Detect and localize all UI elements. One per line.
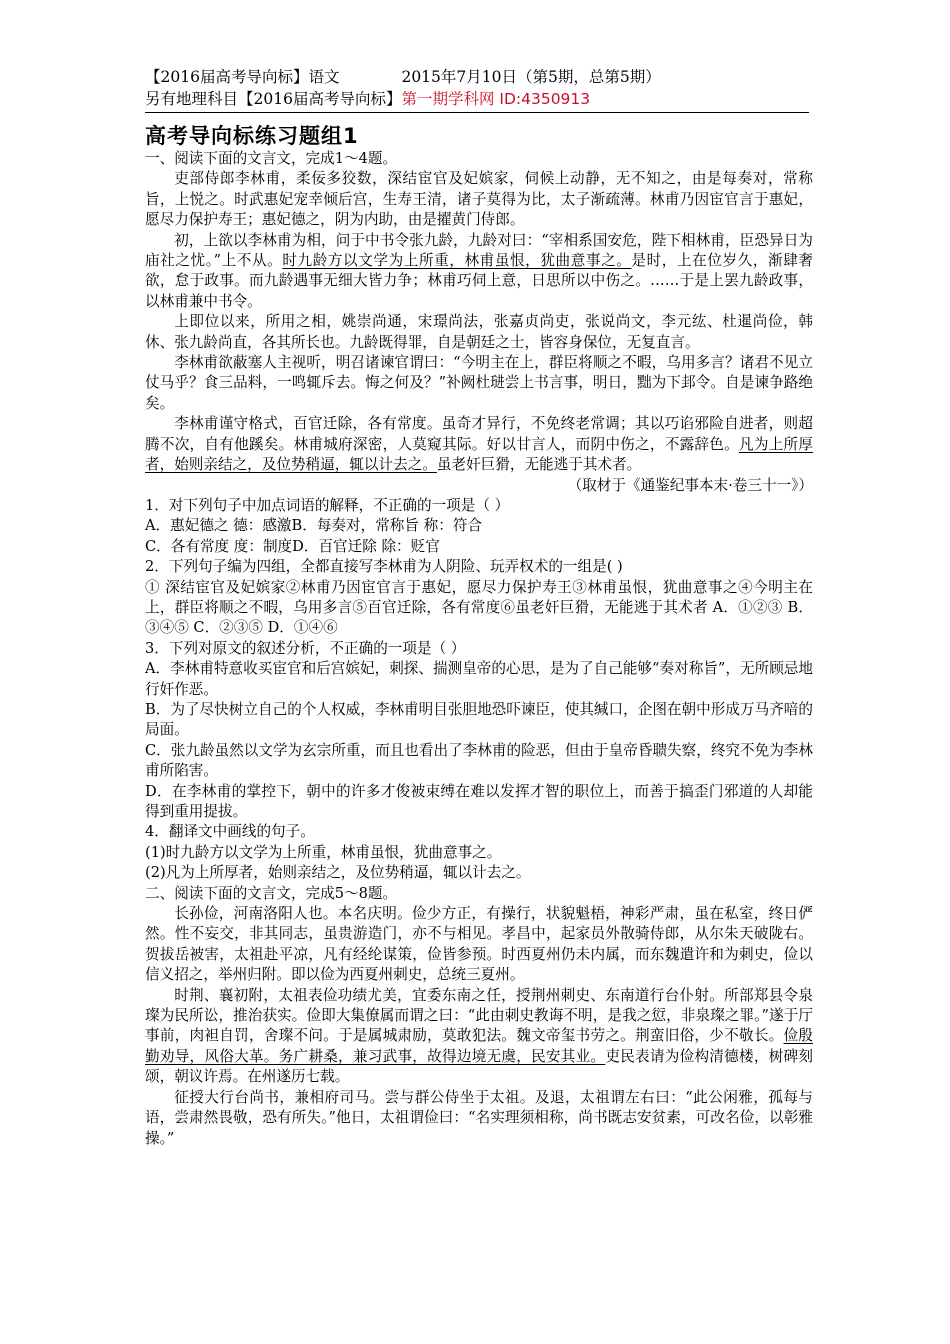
underlined-sentence-3: 俭殷勤劝导，风俗大革。务广耕桑，兼习武事，故得边境无虞，民安其业。 [145, 1027, 813, 1065]
passage1-paragraph-1: 吏部侍郎李林甫，柔佞多狡数，深结宦官及妃嫔家，伺候上动静，无不知之，由是每奏对，常称旨，上悦之。时武惠妃宠幸倾后宫，生寿王清，诸子莫得为比，太子渐疏薄。林甫乃因宦官言于惠妃，愿尽力保护寿王；惠妃德之，阴为内助，由是擢黄门侍郎。 [145, 170, 813, 229]
newsletter-name: 【2016届高考导向标】语文 [145, 68, 340, 86]
underlined-sentence-1: 时九龄方以文学为上所重，林甫虽恨，犹曲意事之。 [282, 252, 632, 270]
source-id: 第一期学科网 ID:4350913 [401, 90, 591, 108]
question-4-item-2: (2)凡为上所厚者，始则亲结之，及位势稍逼，辄以计去之。 [145, 864, 531, 882]
document-page [145, 66, 813, 1149]
question-2-stem: 2．下列句子编为四组，全都直接写李林甫为人阴险、玩弄权术的一组是( ) [145, 558, 623, 576]
section2-heading: 二、阅读下面的文言文，完成5～8题。 [145, 884, 398, 902]
passage1-paragraph-4: 李林甫欲蔽塞人主视听，明召诸谏官谓曰：“今明主在上，群臣将顺之不暇，乌用多言？诸君不见立仗马乎？食三品料，一鸣辄斥去。悔之何及？”补阙杜琎尝上书言事，明日，黜为下邽令。自是谏争路绝矣。 [145, 354, 813, 412]
issue-date: 2015年7月10日（第5期，总第5期） [401, 68, 661, 86]
passage2-paragraph-3: 征授大行台尚书，兼相府司马。尝与群公侍坐于太祖。及退，太祖谓左右曰：“此公闲雅，孤每与语，尝肃然畏敬，恐有所失。”他日，太祖谓俭曰：“名实理须相称，尚书既志安贫素，可改名俭，以彰雅操。” [145, 1088, 813, 1147]
question-3-option-b: B．为了尽快树立自己的个人权威，李林甫明目张胆地恐吓谏臣，使其缄口，企图在朝中形成万马齐喑的局面。 [145, 700, 813, 739]
page-title: 高考导向标练习题组1 [145, 124, 359, 148]
passage1-source: （取材于《通鉴纪事本末·卷三十一》） [567, 476, 813, 494]
passage2-paragraph-2: 时荆、襄初附，太祖表俭功绩尤美，宜委东南之任，授荆州刺史、东南道行台仆射。所部郑县令泉璨为民所讼，推治获实。俭即大集僚属而谓之曰：“此由刺史教诲不明，是我之愆，非泉璨之罪。”遂于厅事前，肉袒自罚，舍璨不问。于是属城肃励，莫敢犯法。魏文帝玺书劳之。荆蛮旧俗，少不敬长。俭殷勤劝导，风俗大革。务广耕桑，兼习武事，故得边境无虞，民安其业。吏民表请为俭构清德楼，树碑刻颂，朝议许焉。在州遂历七载。 [145, 986, 813, 1086]
question-1-options-cd: C．各有常度 度：制度D．百官迁除 除：贬官 [145, 537, 440, 555]
section1-heading: 一、阅读下面的文言文，完成1～4题。 [145, 150, 398, 167]
header-divider [145, 112, 809, 113]
question-1-stem: 1．对下列句子中加点词语的解释，不正确的一项是（ ） [145, 496, 510, 514]
question-2-body: ① 深结宦官及妃嫔家②林甫乃因宦官言于惠妃，愿尽力保护寿王③林甫虽恨，犹曲意事之④今明主在上，群臣将顺之不暇，乌用多言⑤百官迁除，各有常度⑥虽老奸巨猾，无能逃于其术者 A．①②③ B．③④⑤ C．②③⑤ D．①④⑥ [145, 578, 813, 637]
question-3-stem: 3．下列对原文的叙述分析，不正确的一项是（ ） [145, 639, 466, 657]
underlined-sentence-2: 凡为上所厚者，始则亲结之，及位势稍逼，辄以计去之。 [145, 435, 813, 474]
header-line-2 [145, 88, 813, 110]
header-line-1 [145, 66, 813, 88]
question-3-option-c: C．张九龄虽然以文学为玄宗所重，而且也看出了李林甫的险恶，但由于皇帝昏聩失察，终究不免为李林甫所陷害。 [145, 741, 813, 780]
passage1-paragraph-2: 初，上欲以李林甫为相，问于中书令张九龄，九龄对曰：“宰相系国安危，陛下相林甫，臣恐异日为庙社之忧。”上不从。时九龄方以文学为上所重，林甫虽恨，犹曲意事之。是时，上在位岁久，渐肆奢欲，怠于政事。而九龄遇事无细大皆力争；林甫巧伺上意，日思所以中伤之。……于是上罢九龄政事，以林甫兼中书令。 [145, 231, 813, 310]
passage1-paragraph-5: 李林甫谨守格式，百官迁除，各有常度。虽奇才异行，不免终老常调；其以巧谄邪险自进者，则超腾不次，自有他蹊矣。林甫城府深密，人莫窥其际。好以甘言人，而阴中伤之，不露辞色。凡为上所厚者，始则亲结之，及位势稍逼，辄以计去之。虽老奸巨猾，无能逃于其术者。 [145, 415, 813, 474]
passage2-paragraph-1: 长孙俭，河南洛阳人也。本名庆明。俭少方正，有操行，状貌魁梧，神彩严肃，虽在私室，终日俨然。性不妄交，非其同志，虽贵游造门，亦不与相见。孝昌中，起家员外散骑侍郎，从尔朱天破陇右。贺拔岳被害，太祖赴平凉，凡有经纶谋策，俭皆参预。时西夏州仍未内属，而东魏遣许和为刺史，俭以信义招之，举州归附。即以俭为西夏州刺史，总统三夏州。 [145, 905, 813, 984]
question-4-stem: 4．翻译文中画线的句子。 [145, 823, 315, 841]
passage1-paragraph-3: 上即位以来，所用之相，姚崇尚通，宋璟尚法，张嘉贞尚吏，张说尚文，李元纮、杜暹尚俭，韩休、张九龄尚直，各其所长也。九龄既得罪，自是朝廷之士，皆容身保位，无复直言。 [145, 313, 813, 351]
question-3-option-a: A．李林甫特意收买宦官和后宫嫔妃，刺探、揣测皇帝的心思，是为了自己能够“奏对称旨”，无所顾忌地行奸作恶。 [145, 660, 813, 698]
question-1-options-ab: A．惠妃德之 德：感激B．每奏对，常称旨 称：符合 [145, 517, 483, 535]
question-3-option-d: D．在李林甫的掌控下，朝中的许多才俊被束缚在难以发挥才智的职位上，而善于搞歪门邪道的人却能得到重用提拔。 [145, 782, 813, 820]
question-4-item-1: (1)时九龄方以文学为上所重，林甫虽恨，犹曲意事之。 [145, 843, 502, 861]
other-subject-note: 另有地理科目【2016届高考导向标】 [145, 90, 402, 108]
